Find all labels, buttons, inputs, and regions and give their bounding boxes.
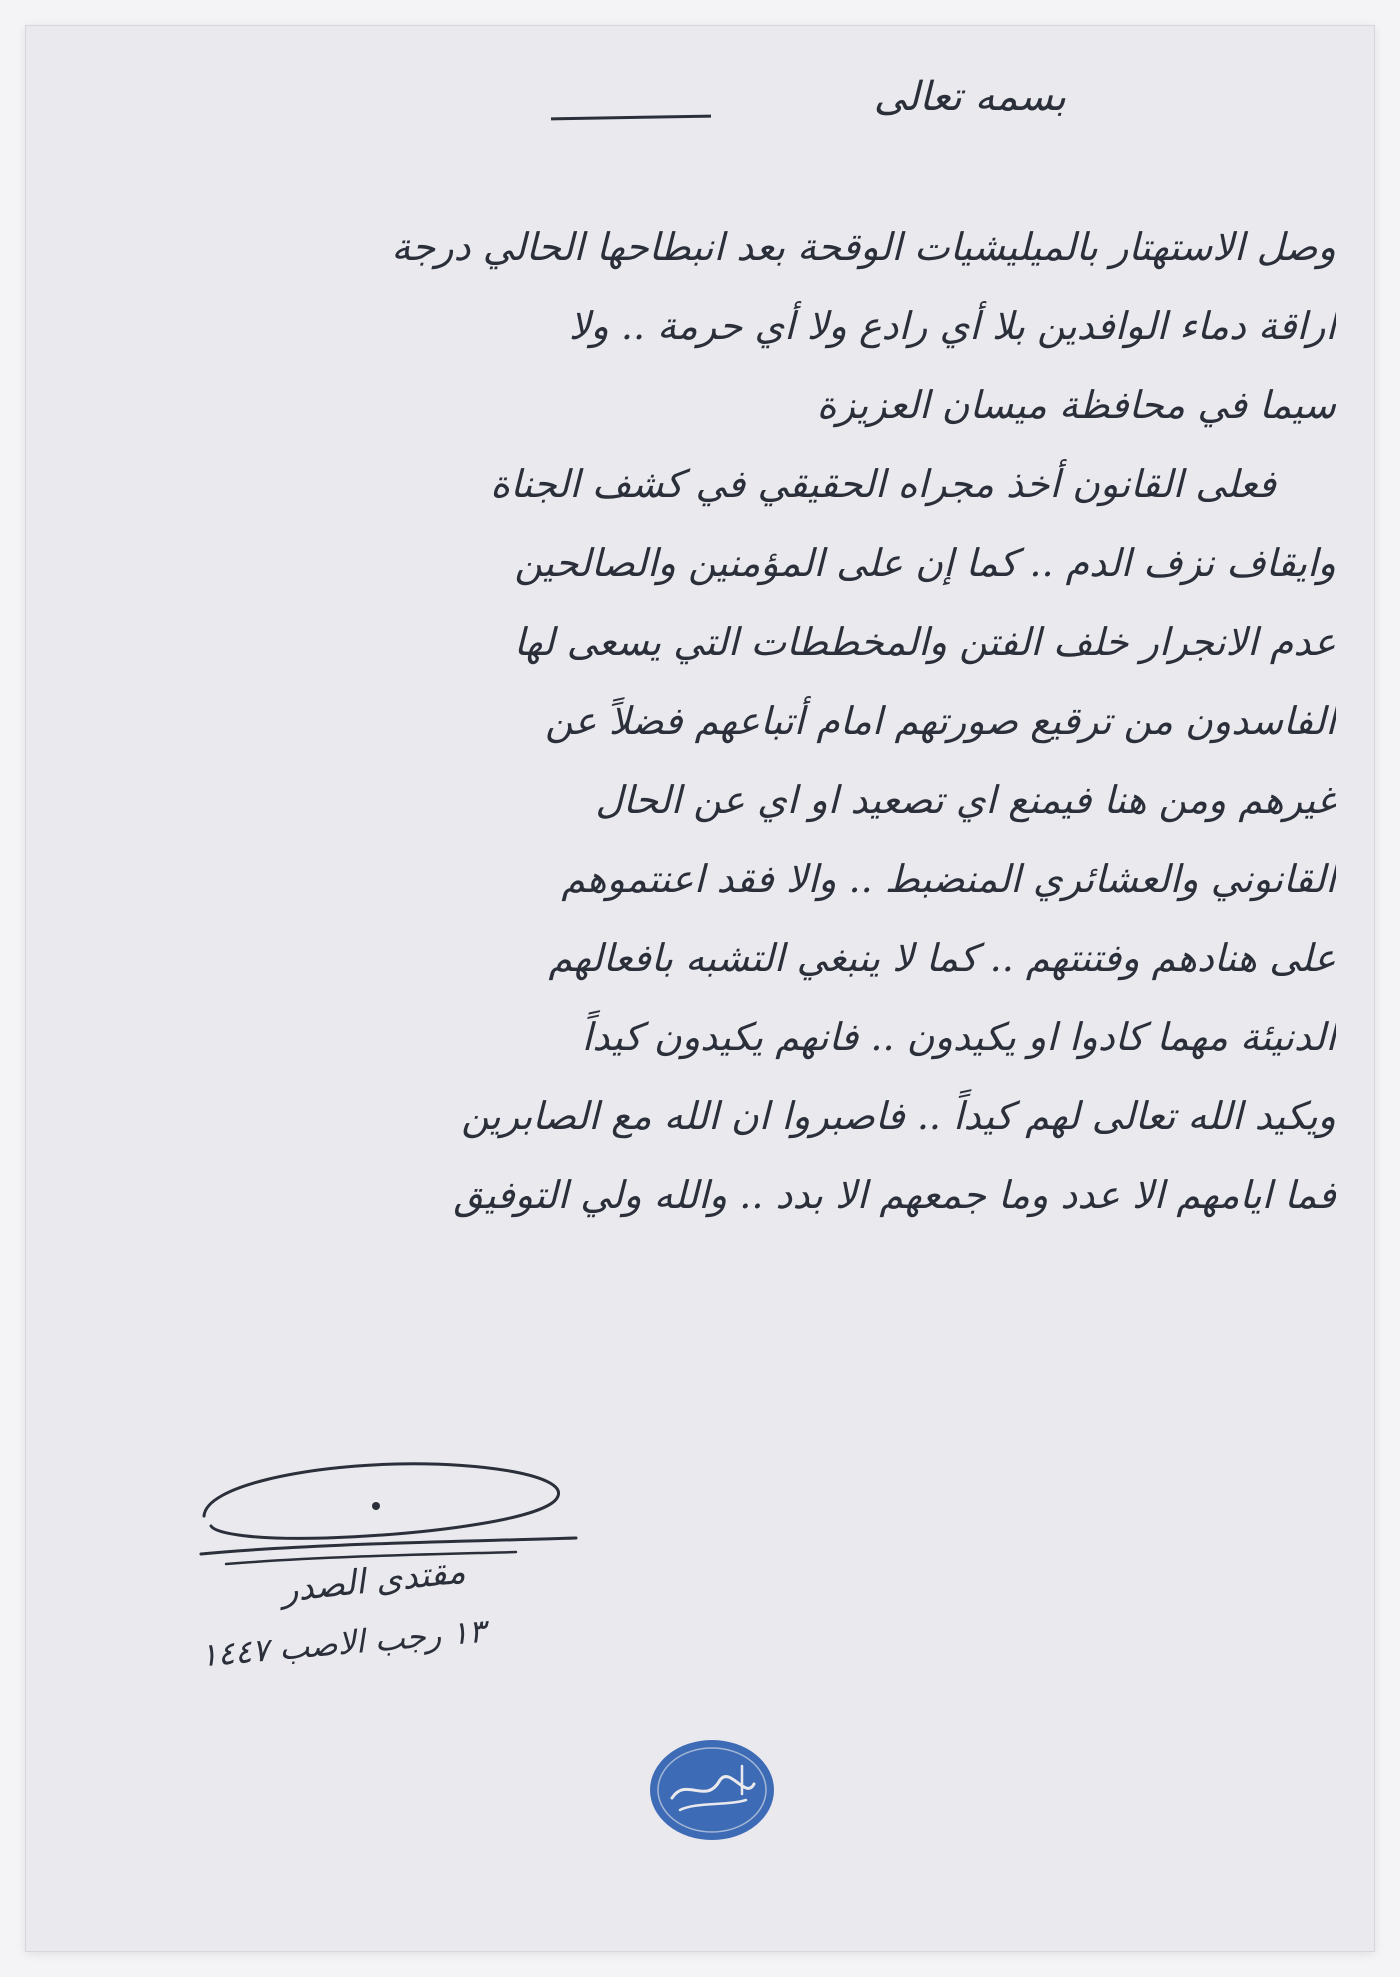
body-line: اراقة دماء الوافدين بلا أي رادع ولا أي حرمة .. ولا xyxy=(568,304,1336,348)
body-line: غيرهم ومن هنا فيمنع اي تصعيد او اي عن الحال xyxy=(595,778,1336,822)
body-line: وصل الاستهتار بالميليشيات الوقحة بعد انبطاحها الحالي درجة xyxy=(391,225,1336,269)
body-line: القانوني والعشائري المنضبط .. والا فقد اعنتموهم xyxy=(561,857,1336,901)
signature-name: مقتدى الصدر xyxy=(279,1551,468,1611)
letter-body xyxy=(126,208,1336,1235)
handwritten-signature xyxy=(186,1426,586,1576)
body-line: وايقاف نزف الدم .. كما إن على المؤمنين والصالحين xyxy=(514,541,1336,585)
letter-page xyxy=(26,26,1374,1951)
body-line: فما ايامهم الا عدد وما جمعهم الا بدد .. والله ولي التوفيق xyxy=(453,1173,1336,1217)
signature-date: ١٣ رجب الاصب ١٤٤٧ xyxy=(198,1611,488,1675)
body-line: سيما في محافظة ميسان العزيزة xyxy=(816,383,1336,427)
body-line: على هنادهم وفتنتهم .. كما لا ينبغي التشبه بافعالهم xyxy=(548,936,1336,980)
official-stamp xyxy=(646,1736,778,1844)
body-line: فعلى القانون أخذ مجراه الحقيقي في كشف الجناة xyxy=(490,462,1276,506)
letter-header: بسمه تعالى xyxy=(873,74,1066,120)
body-line: عدم الانجرار خلف الفتن والمخططات التي يسعى لها xyxy=(513,620,1336,664)
body-line: ويكيد الله تعالى لهم كيداً .. فاصبروا ان الله مع الصابرين xyxy=(461,1094,1336,1138)
body-line: الفاسدون من ترقيع صورتهم امام أتباعهم فضلاً عن xyxy=(545,699,1336,743)
body-line: الدنيئة مهما كادوا او يكيدون .. فانهم يكيدون كيداً xyxy=(581,1015,1336,1059)
